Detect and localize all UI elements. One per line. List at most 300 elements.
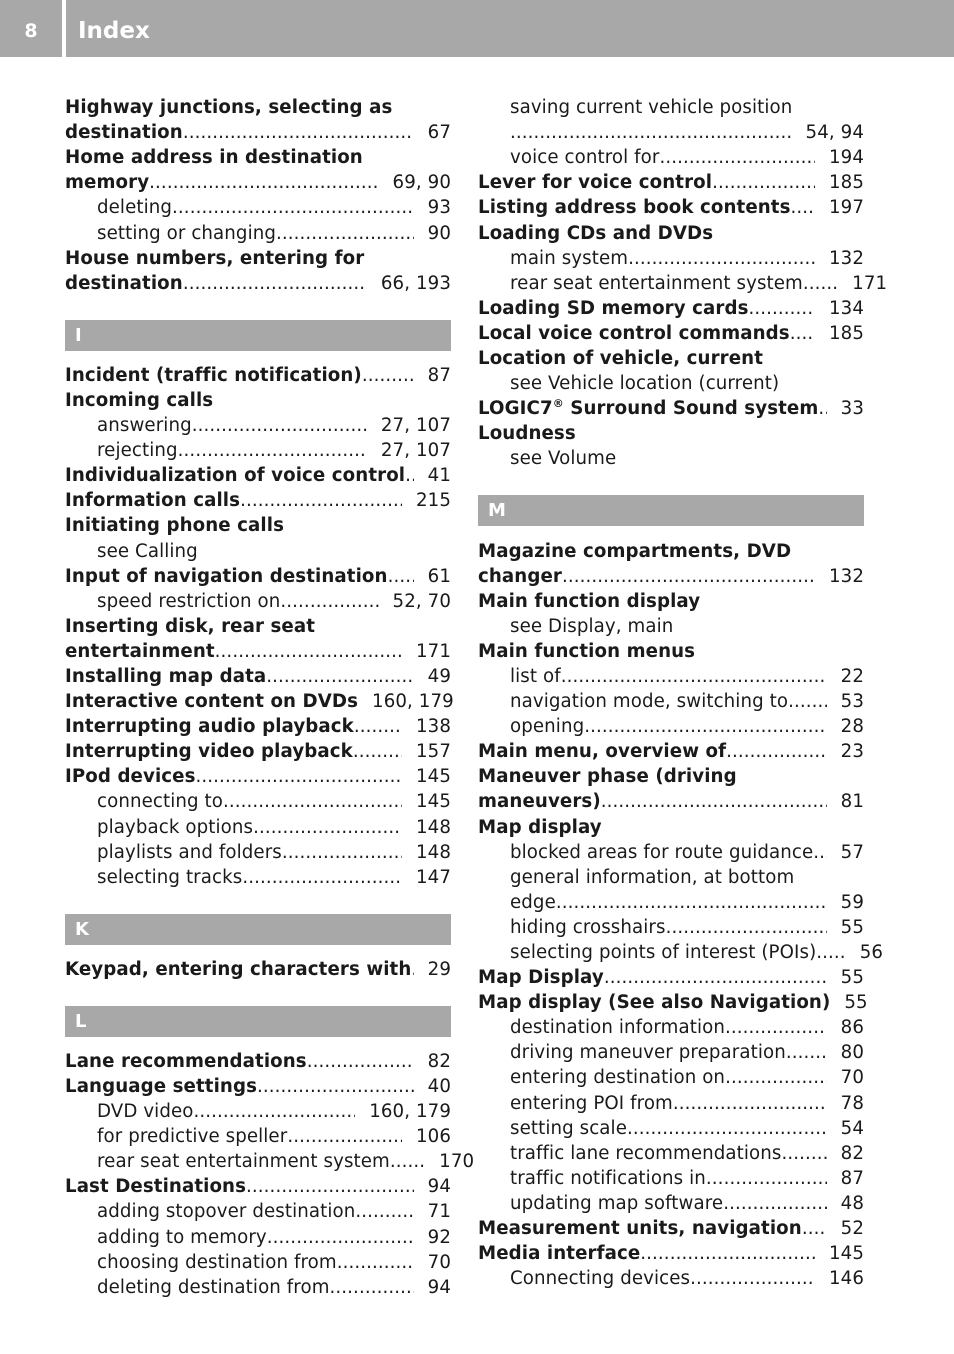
page-reference: 66, 193 xyxy=(380,272,451,294)
entry-text: adding to memory xyxy=(97,1226,267,1248)
entry-text: selecting points of interest (POIs)..... xyxy=(510,942,846,963)
page-reference: 106 xyxy=(415,1126,451,1148)
page-reference: 55 xyxy=(840,967,864,989)
index-entry xyxy=(478,589,864,614)
index-entry xyxy=(65,764,451,789)
entry-text: Installing map data xyxy=(65,665,267,687)
index-subentry xyxy=(478,940,884,965)
index-entry xyxy=(65,513,451,538)
leader-dots xyxy=(253,815,402,840)
entry-text: Input of navigation destination xyxy=(65,565,388,587)
index-subentry xyxy=(65,589,451,614)
index-subentry xyxy=(65,1250,451,1275)
leader-dots xyxy=(178,438,367,463)
page-reference: 93 xyxy=(427,197,451,219)
entry-text: Lever for voice control xyxy=(478,172,713,194)
section-header-m: M xyxy=(478,495,864,526)
index-subentry xyxy=(65,195,451,220)
leader-dots xyxy=(666,915,827,940)
index-entry xyxy=(65,689,454,714)
entry-text: navigation mode, switching to xyxy=(510,691,789,713)
page-reference: 80 xyxy=(840,1042,864,1064)
entry-text: Keypad, entering characters with xyxy=(65,958,412,980)
leader-dots xyxy=(267,1225,414,1250)
entry-text: Interactive content on DVDs xyxy=(65,691,359,713)
entry-text: setting scale xyxy=(510,1117,627,1139)
page-reference: 145 xyxy=(828,1243,864,1265)
leader-dots xyxy=(194,1099,356,1124)
leader-dots xyxy=(282,840,402,865)
entry-text: see Display, main xyxy=(510,615,674,637)
page-reference: 94 xyxy=(427,1276,451,1298)
leader-dots xyxy=(353,739,402,764)
leader-dots xyxy=(388,564,414,589)
leader-dots xyxy=(149,170,378,195)
entry-text: saving current vehicle position xyxy=(510,97,793,119)
index-entry xyxy=(65,388,451,413)
index-subentry xyxy=(65,1275,451,1300)
entry-text: choosing destination from xyxy=(97,1251,337,1273)
index-entry xyxy=(65,1049,451,1074)
entry-text: Last Destinations xyxy=(65,1176,247,1198)
page-reference: 52, 70 xyxy=(392,590,451,612)
entry-text: adding stopover destination xyxy=(97,1201,356,1223)
page-reference: 56 xyxy=(859,942,884,963)
page-reference: 138 xyxy=(415,716,451,738)
page-reference: 54, 94 xyxy=(805,122,864,144)
leader-dots xyxy=(276,221,414,246)
page-reference: 185 xyxy=(828,322,864,344)
index-entry xyxy=(65,614,451,639)
entry-text: Interrupting video playback xyxy=(65,741,353,763)
index-entry xyxy=(65,1074,451,1099)
leader-dots xyxy=(601,789,827,814)
header-divider xyxy=(62,0,66,57)
page-reference: 146 xyxy=(828,1268,864,1290)
entry-text: main system xyxy=(510,247,629,269)
entry-text: Individualization of voice control xyxy=(65,465,406,487)
page-reference: 33 xyxy=(840,398,864,420)
index-subentry xyxy=(478,890,864,915)
entry-text: Map display (See also Navigation) xyxy=(478,992,831,1014)
entry-text: memory xyxy=(65,172,150,194)
index-entry xyxy=(478,639,864,664)
index-entry xyxy=(65,271,451,296)
page-reference: 90 xyxy=(427,222,451,244)
entry-text-part: LOGIC7 xyxy=(478,398,553,420)
leader-dots xyxy=(818,396,826,421)
entry-text: IPod devices xyxy=(65,766,196,788)
page-reference: 48 xyxy=(840,1192,864,1214)
entry-text: Loading SD memory cards xyxy=(478,297,749,319)
index-entry xyxy=(478,1216,864,1241)
page-reference: 70 xyxy=(427,1251,451,1273)
leader-dots xyxy=(712,170,815,195)
entry-text: Information calls xyxy=(65,490,241,512)
index-entry xyxy=(478,1241,864,1266)
page-reference: 87 xyxy=(840,1167,864,1189)
entry-text: updating map software xyxy=(510,1192,724,1214)
leader-dots xyxy=(584,714,826,739)
leader-dots xyxy=(362,363,414,388)
page-reference: 23 xyxy=(840,741,864,763)
entry-text: destination xyxy=(65,122,183,144)
page-reference: 57 xyxy=(840,841,864,863)
leader-dots xyxy=(280,589,378,614)
index-subentry xyxy=(65,789,451,814)
entry-text: Map Display xyxy=(478,967,604,989)
index-entry xyxy=(478,195,864,220)
entry-text xyxy=(478,396,818,421)
page-reference: 194 xyxy=(828,147,864,169)
index-entry xyxy=(478,321,864,346)
leader-dots xyxy=(726,739,827,764)
index-subentry xyxy=(65,413,451,438)
leader-dots xyxy=(196,764,402,789)
index-entry xyxy=(65,739,451,764)
leader-dots xyxy=(640,1241,815,1266)
index-subentry xyxy=(478,689,864,714)
entry-text: traffic lane recommendations xyxy=(510,1142,782,1164)
leader-dots xyxy=(192,413,367,438)
entry-text: deleting xyxy=(97,197,173,219)
index-subentry xyxy=(478,271,888,296)
leader-dots xyxy=(723,1191,826,1216)
leader-dots xyxy=(690,1266,815,1291)
entry-text: Interrupting audio playback xyxy=(65,716,354,738)
leader-dots xyxy=(659,145,815,170)
entry-text: Main function display xyxy=(478,590,701,612)
page-header-bar xyxy=(0,0,954,57)
index-subentry xyxy=(478,1040,864,1065)
entry-text: destination information xyxy=(510,1017,725,1039)
page-reference: 81 xyxy=(840,791,864,813)
entry-text: Media interface xyxy=(478,1243,641,1265)
page-reference: 148 xyxy=(415,816,451,838)
index-subentry xyxy=(478,1015,864,1040)
leader-dots xyxy=(330,1275,414,1300)
page-reference: 87 xyxy=(427,364,451,386)
index-subentry xyxy=(65,438,451,463)
entry-text: general information, at bottom xyxy=(510,866,795,888)
index-entry xyxy=(65,145,451,170)
index-entry xyxy=(478,538,864,563)
leader-dots xyxy=(725,1065,827,1090)
index-entry xyxy=(478,764,864,789)
entry-text: selecting tracks xyxy=(97,866,243,888)
leader-dots xyxy=(287,1124,402,1149)
index-subentry xyxy=(65,1199,451,1224)
page-reference: 29 xyxy=(427,958,451,980)
index-entry xyxy=(478,346,864,371)
leader-dots xyxy=(813,840,826,865)
entry-text: see Calling xyxy=(97,540,198,562)
index-entry xyxy=(478,564,864,589)
page-reference: 132 xyxy=(828,565,864,587)
page-reference: 94 xyxy=(427,1176,451,1198)
entry-text: Highway junctions, selecting as xyxy=(65,97,393,119)
page-reference: 70 xyxy=(840,1067,864,1089)
entry-text: Home address in destination xyxy=(65,147,363,169)
page-reference: 27, 107 xyxy=(380,440,451,462)
entry-text: playback options xyxy=(97,816,254,838)
leader-dots xyxy=(628,246,815,271)
leader-dots xyxy=(242,865,402,890)
section-header-l: L xyxy=(65,1006,451,1037)
leader-dots xyxy=(246,1174,414,1199)
index-subentry xyxy=(478,120,864,145)
entry-text: answering xyxy=(97,415,192,437)
index-subentry xyxy=(65,220,451,245)
index-entry xyxy=(65,120,451,145)
leader-dots xyxy=(790,321,815,346)
page-reference: 28 xyxy=(840,716,864,738)
leader-dots xyxy=(802,1216,827,1241)
entry-text: list of xyxy=(510,665,561,687)
leader-dots xyxy=(706,1166,827,1191)
entry-text: Lane recommendations xyxy=(65,1050,307,1072)
page-reference: 55 xyxy=(840,916,864,938)
leader-dots xyxy=(627,1116,827,1141)
entry-text: traffic notifications in xyxy=(510,1167,706,1189)
index-entry xyxy=(478,789,864,814)
entry-text: connecting to xyxy=(97,791,223,813)
index-entry xyxy=(65,95,451,120)
entry-text: Main function menus xyxy=(478,640,696,662)
page-reference: 147 xyxy=(415,866,451,888)
index-subentry xyxy=(478,1090,864,1115)
index-subentry xyxy=(478,664,864,689)
page-reference: 148 xyxy=(415,841,451,863)
index-subentry xyxy=(478,1166,864,1191)
page-reference: 22 xyxy=(840,665,864,687)
page-reference: 69, 90 xyxy=(392,172,451,194)
entry-text: opening xyxy=(510,716,585,738)
entry-text: Initiating phone calls xyxy=(65,515,285,537)
leader-dots xyxy=(240,488,402,513)
index-subentry xyxy=(65,538,451,563)
index-entry xyxy=(65,363,451,388)
leader-dots xyxy=(257,1074,414,1099)
page-reference: 54 xyxy=(840,1117,864,1139)
page-reference: 53 xyxy=(840,691,864,713)
entry-text-part: Surround Sound system xyxy=(563,398,819,420)
entry-text: Magazine compartments, DVD xyxy=(478,540,792,562)
entry-text: entering destination on xyxy=(510,1067,726,1089)
entry-text: edge xyxy=(510,891,556,913)
entry-text: rejecting xyxy=(97,440,178,462)
page-reference: 185 xyxy=(828,172,864,194)
index-entry xyxy=(65,957,451,982)
page-reference: 160, 179 xyxy=(372,691,454,713)
entry-text: maneuvers) xyxy=(478,791,601,813)
index-subentry xyxy=(478,1116,864,1141)
page-reference: 27, 107 xyxy=(380,415,451,437)
index-entry xyxy=(478,990,868,1015)
page-reference: 40 xyxy=(427,1076,451,1097)
entry-text: Main menu, overview of xyxy=(478,741,727,763)
entry-text: driving maneuver preparation xyxy=(510,1042,786,1064)
leader-dots xyxy=(562,564,815,589)
index-entry xyxy=(478,814,864,839)
leader-dots xyxy=(673,1091,827,1116)
page-reference: 82 xyxy=(427,1050,451,1072)
index-subentry xyxy=(65,1149,475,1174)
section-header-k: K xyxy=(65,914,451,945)
index-entry xyxy=(478,965,864,990)
entry-text: Map display xyxy=(478,816,602,838)
leader-dots xyxy=(183,120,414,145)
page-reference: 160, 179 xyxy=(369,1101,451,1123)
page-reference: 215 xyxy=(415,490,451,512)
page-title: Index xyxy=(78,18,150,44)
registered-mark: ® xyxy=(552,397,564,411)
leader-dots xyxy=(791,195,815,220)
entry-text: hiding crosshairs xyxy=(510,916,666,938)
page-reference: 145 xyxy=(415,766,451,788)
index-subentry xyxy=(478,1065,864,1090)
entry-text: House numbers, entering for xyxy=(65,247,365,269)
index-subentry xyxy=(478,714,864,739)
page-reference: 170 xyxy=(439,1151,475,1173)
index-entry xyxy=(478,739,864,764)
entry-text: Local voice control commands xyxy=(478,322,790,344)
entry-text: voice control for xyxy=(510,147,660,169)
entry-text: Incident (traffic notification) xyxy=(65,364,362,386)
entry-text: changer xyxy=(478,565,562,587)
leader-dots xyxy=(604,965,827,990)
section-header-i: I xyxy=(65,320,451,351)
index-subentry xyxy=(478,246,864,271)
page-reference: 59 xyxy=(840,891,864,913)
index-subentry xyxy=(478,1141,864,1166)
entry-text: rear seat entertainment system...... xyxy=(97,1151,426,1173)
leader-dots xyxy=(354,714,402,739)
page-reference: 71 xyxy=(427,1201,451,1223)
index-column-right xyxy=(478,95,888,1291)
index-subentry xyxy=(478,95,864,120)
index-entry xyxy=(65,170,451,195)
leader-dots xyxy=(510,120,792,145)
entry-text: deleting destination from xyxy=(97,1276,330,1298)
leader-dots xyxy=(561,664,827,689)
page-number: 8 xyxy=(24,19,38,42)
leader-dots xyxy=(788,689,827,714)
entry-text: setting or changing xyxy=(97,222,276,244)
index-subentry xyxy=(478,865,864,890)
index-entry xyxy=(65,488,451,513)
entry-text: DVD video xyxy=(97,1101,194,1123)
leader-dots xyxy=(307,1049,414,1074)
entry-text: Loudness xyxy=(478,423,576,445)
index-subentry xyxy=(478,145,864,170)
entry-text: Measurement units, navigation xyxy=(478,1218,802,1240)
page-reference: 61 xyxy=(427,565,451,587)
leader-dots xyxy=(172,195,414,220)
entry-text: entering POI from xyxy=(510,1092,673,1114)
leader-dots xyxy=(266,664,413,689)
page-reference: 157 xyxy=(415,741,451,763)
index-entry xyxy=(65,639,451,664)
leader-dots xyxy=(355,1199,413,1224)
entry-text: rear seat entertainment system...... xyxy=(510,272,839,294)
entry-text: Maneuver phase (driving xyxy=(478,766,737,788)
index-subentry xyxy=(65,1124,451,1149)
index-entry xyxy=(65,463,451,488)
entry-text: Inserting disk, rear seat xyxy=(65,615,315,637)
entry-text: blocked areas for route guidance xyxy=(510,841,814,863)
entry-text: see Volume xyxy=(510,448,617,470)
page-reference: 55 xyxy=(844,992,868,1014)
page-reference: 49 xyxy=(427,665,451,687)
leader-dots xyxy=(786,1040,827,1065)
page-reference: 52 xyxy=(840,1218,864,1240)
index-entry xyxy=(65,664,451,689)
leader-dots xyxy=(405,463,414,488)
index-subentry xyxy=(65,840,451,865)
entry-text: Location of vehicle, current xyxy=(478,348,763,370)
leader-dots xyxy=(725,1015,827,1040)
index-column-left xyxy=(65,95,475,1300)
entry-text: Loading CDs and DVDs xyxy=(478,222,714,244)
leader-dots xyxy=(556,890,827,915)
index-subentry xyxy=(478,1266,864,1291)
index-subentry xyxy=(478,371,864,396)
index-entry xyxy=(65,1174,451,1199)
entry-text: Incoming calls xyxy=(65,389,214,411)
index-subentry xyxy=(478,614,864,639)
page-reference: 92 xyxy=(427,1226,451,1248)
page-reference: 145 xyxy=(415,791,451,813)
entry-text: Connecting devices xyxy=(510,1268,691,1290)
leader-dots xyxy=(183,271,367,296)
index-subentry xyxy=(478,840,864,865)
index-subentry xyxy=(478,446,864,471)
index-entry xyxy=(65,246,451,271)
leader-dots xyxy=(223,789,402,814)
page-reference: 82 xyxy=(840,1142,864,1164)
page-reference: 197 xyxy=(828,197,864,219)
index-subentry xyxy=(65,865,451,890)
page-reference: 41 xyxy=(427,465,451,487)
index-entry xyxy=(65,564,451,589)
entry-text: playlists and folders xyxy=(97,841,282,863)
entry-text: for predictive speller xyxy=(97,1126,288,1148)
index-entry xyxy=(65,714,451,739)
entry-text: see Vehicle location (current) xyxy=(510,373,780,395)
index-entry xyxy=(478,296,864,321)
page-reference: 67 xyxy=(427,122,451,144)
leader-dots xyxy=(781,1141,826,1166)
index-subentry xyxy=(65,814,451,839)
page-reference: 78 xyxy=(840,1092,864,1114)
leader-dots xyxy=(749,296,815,321)
entry-text: speed restriction on xyxy=(97,590,281,612)
index-entry xyxy=(478,421,864,446)
leader-dots xyxy=(215,639,402,664)
entry-text: destination xyxy=(65,272,183,294)
index-entry xyxy=(478,220,864,245)
page-reference: 132 xyxy=(828,247,864,269)
page-reference: 171 xyxy=(415,640,451,662)
index-subentry xyxy=(478,1191,864,1216)
page-reference: 86 xyxy=(840,1017,864,1039)
leader-dots xyxy=(337,1250,414,1275)
page-reference: 134 xyxy=(828,297,864,319)
index-entry xyxy=(478,396,864,421)
index-subentry xyxy=(65,1224,451,1249)
index-subentry xyxy=(65,1099,451,1124)
